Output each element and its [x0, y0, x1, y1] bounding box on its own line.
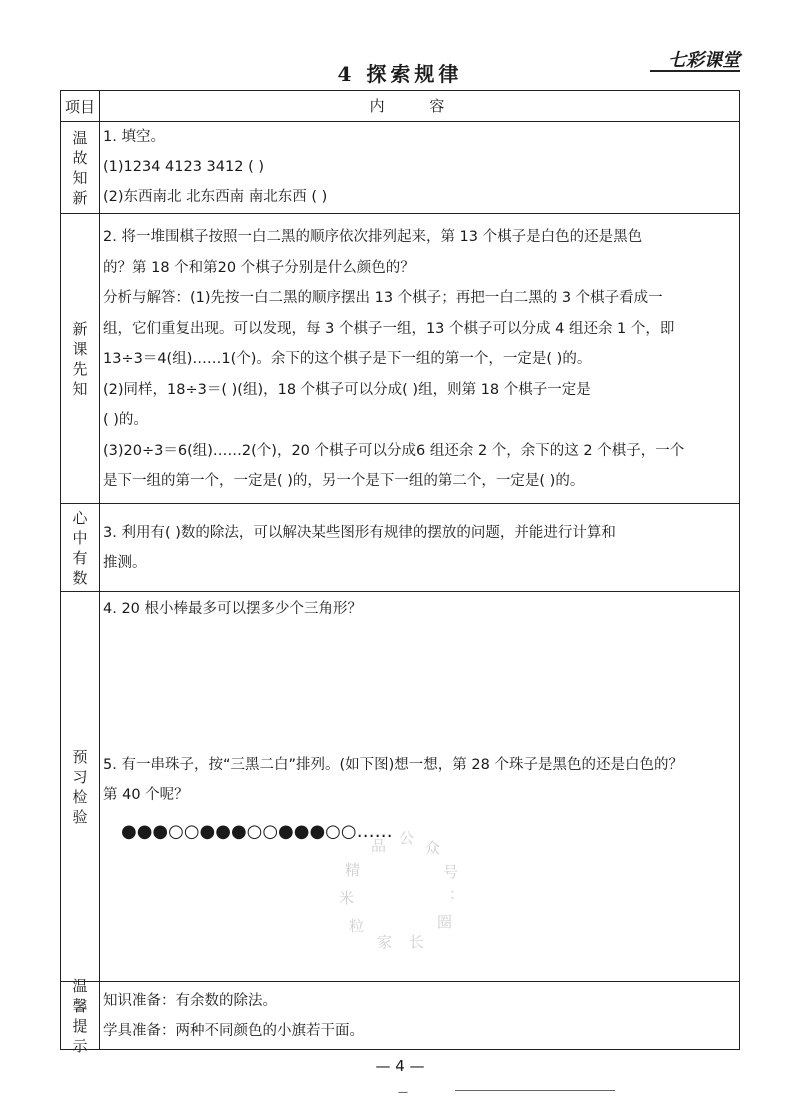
- watermark-stamp: [335, 825, 465, 955]
- footer-rule: [455, 1090, 615, 1091]
- row-label-check: 预习检验: [61, 592, 100, 982]
- page-number: — 4 —: [375, 1057, 425, 1075]
- text-line: 2. 将一堆围棋子按照一白二黑的顺序依次排列起来，第 13 个棋子是白色的还是黑色: [103, 229, 643, 245]
- text-line: 学具准备：两种不同颜色的小旗若干面。: [103, 1023, 364, 1039]
- table-row-review: [61, 121, 739, 214]
- table-row-preview: [61, 213, 739, 504]
- question-5-line: 第 40 个呢？: [103, 787, 189, 803]
- brand-underline: [650, 70, 740, 72]
- row-content-mindful: [103, 504, 731, 592]
- watermark-char: 家: [377, 933, 393, 951]
- watermark-char: 号: [443, 863, 459, 881]
- page-title: 4 探索规律: [337, 62, 463, 86]
- text-line: (3)20÷3＝6(组)……2(个)，20 个棋子可以分成6 组还余 2 个，余下的这 2 个棋子，一个: [103, 442, 685, 459]
- row-label-tips: 温馨提示: [61, 982, 100, 1050]
- text-line: 组，它们重复出现。可以发现，每 3 个棋子一组，13 个棋子可以分成 4 组还余 1 个，即: [103, 320, 675, 337]
- text-line: ( )的。: [103, 412, 148, 428]
- row-label-review: 温故知新: [61, 122, 100, 214]
- text-line: 的？第 18 个和第20 个棋子分别是什么颜色的？: [103, 259, 415, 276]
- text-line: 知识准备：有余数的除法。: [103, 993, 277, 1009]
- table-row-mindful: [61, 503, 739, 592]
- question-4: 4. 20 根小棒最多可以摆多少个三角形？: [103, 601, 363, 617]
- watermark-char: 圈: [437, 913, 453, 931]
- watermark-char: 公: [399, 829, 415, 847]
- header-label: 项目: [61, 91, 100, 121]
- text-line: 是下一组的第一个，一定是( )的，另一个是下一组的第二个，一定是( )的。: [103, 473, 585, 489]
- row-content-review: [103, 122, 731, 214]
- watermark-char: 米: [339, 889, 355, 907]
- row-label-mindful: 心中有数: [61, 504, 100, 592]
- text-line: 1. 填空。: [103, 129, 165, 145]
- question-5-line: 5. 有一串珠子，按“三黑二白”排列。(如下图)想一想，第 28 个珠子是黑色的还是白色的？: [103, 757, 683, 773]
- table-row-tips: [61, 977, 739, 1055]
- text-line: 3. 利用有( )数的除法，可以解决某些图形有规律的摆放的问题，并能进行计算和: [103, 525, 616, 541]
- watermark-char: 精: [345, 861, 361, 879]
- watermark-char: ：: [449, 885, 465, 903]
- text-line: (2)东西南北 北东西南 南北东西 ( ): [103, 189, 328, 205]
- row-content-tips: [103, 982, 731, 1050]
- header-content: 内 容: [369, 97, 465, 115]
- bead-sequence: ●●●○○●●●○○●●●○○……: [121, 821, 393, 842]
- footer-mark: —: [398, 1087, 408, 1098]
- table-header-row: [61, 91, 739, 121]
- watermark-char: 长: [409, 933, 425, 951]
- text-line: (2)同样，18÷3＝( )(组)，18 个棋子可以分成( )组，则第 18 个棋子一定是: [103, 381, 591, 398]
- watermark-char: 粒: [349, 917, 365, 935]
- text-line: (1)1234 4123 3412 ( ): [103, 159, 264, 175]
- watermark-char: 品: [371, 837, 387, 855]
- row-content-preview: [103, 214, 731, 504]
- watermark-char: 众: [425, 839, 441, 857]
- text-line: 分析与解答：(1)先按一白二黑的顺序摆出 13 个棋子；再把一白二黑的 3 个棋子看成一: [103, 290, 663, 306]
- text-line: 推测。: [103, 555, 147, 571]
- row-label-preview: 新课先知: [61, 214, 100, 504]
- text-line: 13÷3＝4(组)……1(个)。余下的这个棋子是下一组的第一个，一定是( )的。: [103, 351, 592, 367]
- brand-logo: 七彩课堂: [668, 50, 740, 71]
